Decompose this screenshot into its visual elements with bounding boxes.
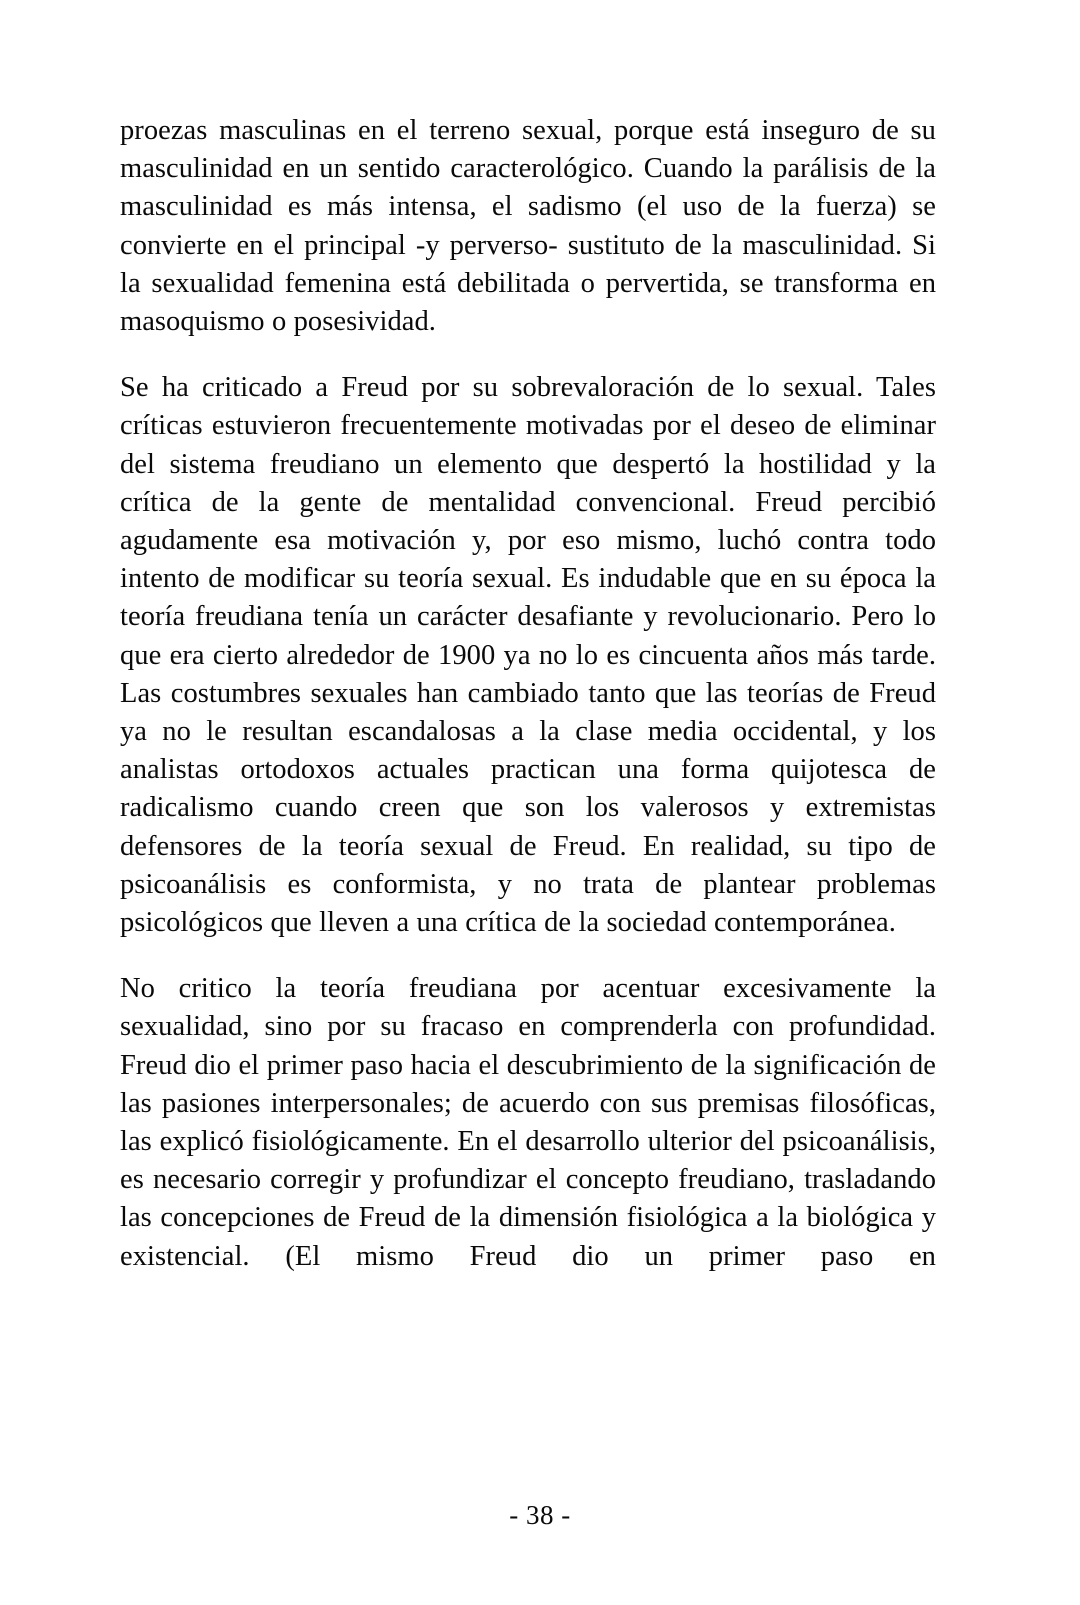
body-text-column	[120, 112, 936, 1276]
page-number: - 38 -	[509, 1500, 571, 1530]
paragraph-2: Se ha criticado a Freud por su sobrevaloración de lo sexual. Tales críticas estuvieron frecuentemente motivadas por el deseo de eliminar del sistema freudiano un elemento que despertó la hostilidad y la crítica de la gente de mentalidad convencional. Freud percibió agudamente esa motivación y, por eso mismo, luchó contra todo intento de modificar su teoría sexual. Es indudable que en su época la teoría freudiana tenía un carácter desafiante y revolucionario. Pero lo que era cierto alrededor de 1900 ya no lo es cincuenta años más tarde. Las costumbres sexuales han cambiado tanto que las teorías de Freud ya no le resultan escandalosas a la clase media occidental, y los analistas ortodoxos actuales practican una forma quijotesca de radicalismo cuando creen que son los valerosos y extremistas defensores de la teoría sexual de Freud. En realidad, su tipo de psicoanálisis es conformista, y no trata de plantear problemas psicológicos que lleven a una crítica de la sociedad contemporánea.	[120, 372, 936, 939]
paragraph-3: No critico la teoría freudiana por acentuar excesivamente la sexualidad, sino por su fracaso en comprenderla con profundidad. Freud dio el primer paso hacia el descubrimiento de la significación de las pasiones interpersonales; de acuerdo con sus premisas filosóficas, las explicó fisiológicamente. En el desarrollo ulterior del psicoanálisis, es necesario corregir y profundizar el concepto freudiano, trasladando las concepciones de Freud de la dimensión fisiológica a la biológica y existencial. (El mismo Freud dio un primer paso en	[120, 973, 936, 1272]
paragraph-1: proezas masculinas en el terreno sexual, porque está inseguro de su masculinidad en un sentido caracterológico. Cuando la parálisis de la masculinidad es más intensa, el sadismo (el uso de la fuerza) se convierte en el principal -y perverso- sustituto de la masculinidad. Si la sexualidad femenina está debilitada o pervertida, se transforma en masoquismo o posesividad.	[120, 115, 936, 338]
